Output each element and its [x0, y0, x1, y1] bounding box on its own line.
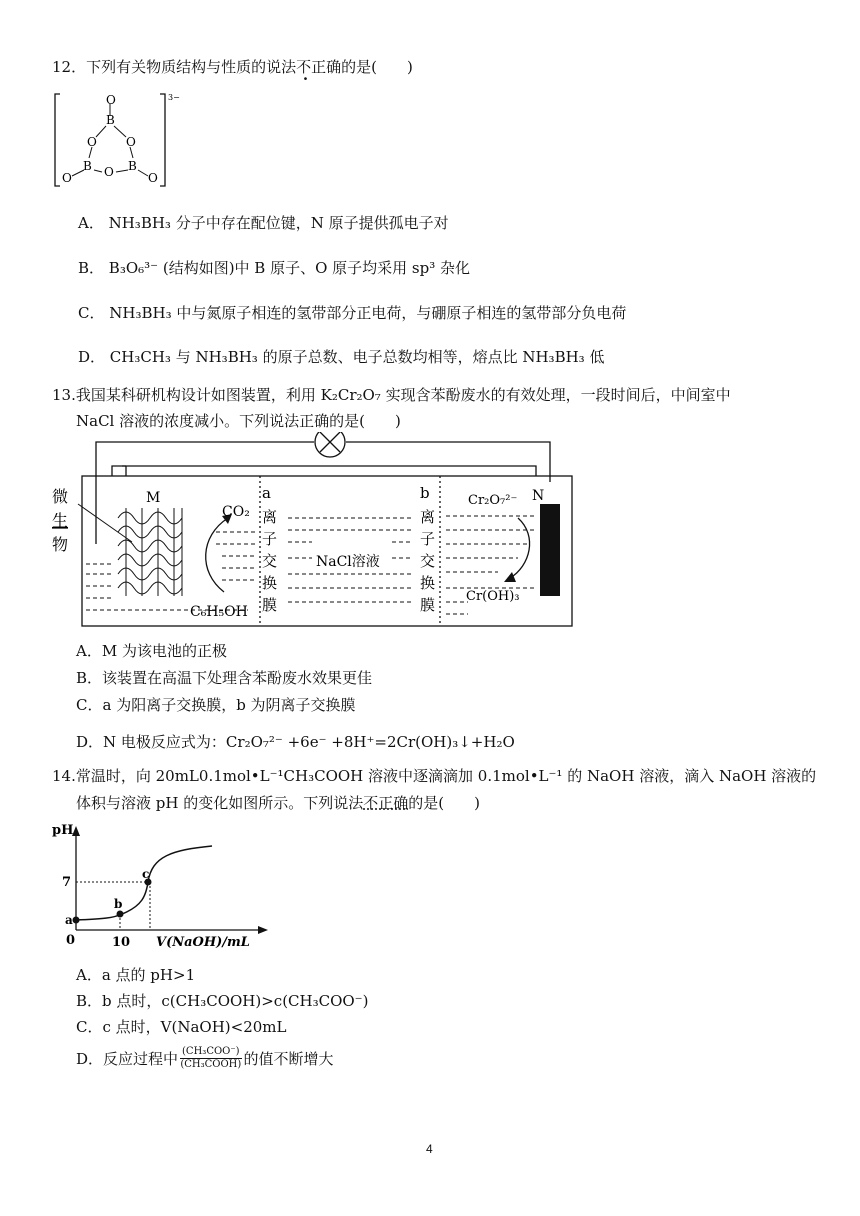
y-axis-label: pH — [52, 823, 74, 838]
point-b-label: b — [114, 897, 123, 911]
svg-text:膜: 膜 — [262, 596, 278, 614]
svg-text:交: 交 — [420, 552, 436, 570]
q14-stem-part1: 体积与溶液 pH 的变化如图所示。下列说法 — [76, 794, 364, 812]
svg-text:a: a — [262, 484, 271, 502]
q14-option-a[interactable]: A．a 点的 pH>1 — [76, 966, 196, 984]
x-tick-10: 10 — [112, 935, 131, 950]
q12-option-d[interactable]: D． CH₃CH₃ 与 NH₃BH₃ 的原子总数、电子总数均相等，熔点比 NH₃BH₃ 低 — [78, 348, 605, 366]
q14-option-d-suffix: 的值不断增大 — [243, 1050, 334, 1068]
membrane-b-label — [420, 484, 435, 614]
svg-text:换: 换 — [262, 574, 278, 592]
q14-option-b[interactable]: B．b 点时，c(CH₃COOH)>c(CH₃COO⁻) — [76, 992, 369, 1010]
lamp-symbol — [315, 432, 345, 457]
microbe-label-1: 微 — [52, 487, 69, 506]
point-c-label: c — [142, 867, 150, 881]
cr2o7-label: Cr₂O₇²⁻ — [468, 493, 518, 508]
electrode-n — [540, 504, 560, 596]
ph-curve — [76, 846, 212, 920]
q14-option-c[interactable]: C．c 点时，V(NaOH)<20mL — [76, 1018, 287, 1036]
svg-text:子: 子 — [420, 530, 436, 548]
atom-o-right: O — [126, 135, 136, 149]
q13-option-c[interactable]: C．a 为阳离子交换膜，b 为阴离子交换膜 — [76, 696, 356, 714]
microbe-label-2: 生 — [52, 511, 69, 530]
fraction-numerator: (CH₃COO⁻) — [182, 1046, 240, 1057]
atom-o-outer-left: O — [62, 171, 72, 185]
svg-text:离: 离 — [420, 508, 436, 526]
titration-curve-chart — [52, 820, 272, 950]
point-a-label: a — [65, 913, 73, 927]
q14-stem-emphasis: 不正确 — [363, 794, 409, 812]
svg-text:膜: 膜 — [420, 596, 436, 614]
q12-stem-emphasis: 不 — [296, 58, 312, 76]
point-a-marker — [73, 917, 80, 924]
membrane-a-label — [262, 484, 277, 614]
fraction-denominator: (CH₃COOH) — [180, 1059, 242, 1070]
q14-option-d-fraction — [180, 1046, 242, 1071]
svg-text:换: 换 — [420, 574, 436, 592]
atom-o-bottom: O — [104, 165, 114, 179]
electrode-n-label: N — [532, 488, 545, 504]
svg-text:交: 交 — [262, 552, 278, 570]
q14-option-d[interactable] — [76, 1046, 334, 1071]
atom-o-top: O — [106, 93, 116, 107]
q13-option-a[interactable]: A．M 为该电池的正极 — [76, 642, 227, 660]
q14-stem-part2: 的是( ) — [408, 794, 480, 812]
q13-option-b[interactable]: B．该装置在高温下处理含苯酚废水效果更佳 — [76, 669, 373, 687]
b3o6-structure-diagram — [52, 90, 192, 190]
q12-option-c[interactable]: C． NH₃BH₃ 中与氮原子相连的氢带部分正电荷，与硼原子相连的氢带部分负电荷 — [78, 304, 627, 322]
page-number: 4 — [426, 1142, 433, 1156]
q14-option-d-prefix: D．反应过程中 — [76, 1050, 179, 1068]
electrode-m-microbes — [118, 508, 182, 596]
electrode-m-label: M — [146, 490, 161, 506]
structure-charge: 3− — [168, 93, 180, 102]
svg-text:b: b — [420, 484, 430, 502]
x-axis-label: V(NaOH)/mL — [156, 935, 250, 950]
atom-b-top: B — [106, 113, 115, 127]
q14-stem-line2 — [76, 792, 480, 813]
origin-label: 0 — [66, 933, 76, 948]
q13-option-d[interactable]: D．N 电极反应式为：Cr₂O₇²⁻ +6e⁻ +8H⁺=2Cr(OH)₃↓+H₂O — [76, 733, 515, 751]
atom-o-outer-right: O — [148, 171, 158, 185]
svg-text:子: 子 — [262, 530, 278, 548]
q13-stem-line2: NaCl 溶液的浓度减小。下列说法正确的是( ) — [76, 412, 401, 430]
atom-b-right: B — [128, 159, 137, 173]
q14-stem-line1: 14.常温时，向 20mL0.1mol•L⁻¹CH₃COOH 溶液中逐滴滴加 0.1mol•L⁻¹ 的 NaOH 溶液，滴入 NaOH 溶液的 — [52, 767, 817, 785]
croh3-label: Cr(OH)₃ — [466, 589, 520, 604]
q12-option-a[interactable]: A． NH₃BH₃ 分子中存在配位键，N 原子提供孤电子对 — [78, 214, 449, 232]
phenol-label: C₆H₅OH — [190, 604, 248, 620]
y-tick-7: 7 — [62, 875, 72, 890]
atom-b-left: B — [83, 159, 92, 173]
q13-stem-line1: 13.我国某科研机构设计如图装置，利用 K₂Cr₂O₇ 实现含苯酚废水的有效处理，一段时间后，中间室中 — [52, 386, 731, 404]
q12-stem-part1: 12．下列有关物质结构与性质的说法 — [52, 58, 297, 76]
q12-stem — [52, 56, 413, 77]
co2-label: CO₂ — [222, 504, 250, 520]
nacl-label: NaCl溶液 — [316, 554, 380, 570]
svg-text:离: 离 — [262, 508, 278, 526]
microbe-label-3: 物 — [52, 535, 69, 554]
q12-stem-part2: 正确的是( ) — [311, 58, 413, 76]
q12-option-b[interactable]: B． B₃O₆³⁻ (结构如图)中 B 原子、O 原子均采用 sp³ 杂化 — [78, 259, 471, 277]
electrolysis-cell-diagram — [48, 432, 588, 632]
point-b-marker — [117, 911, 124, 918]
atom-o-left: O — [87, 135, 97, 149]
